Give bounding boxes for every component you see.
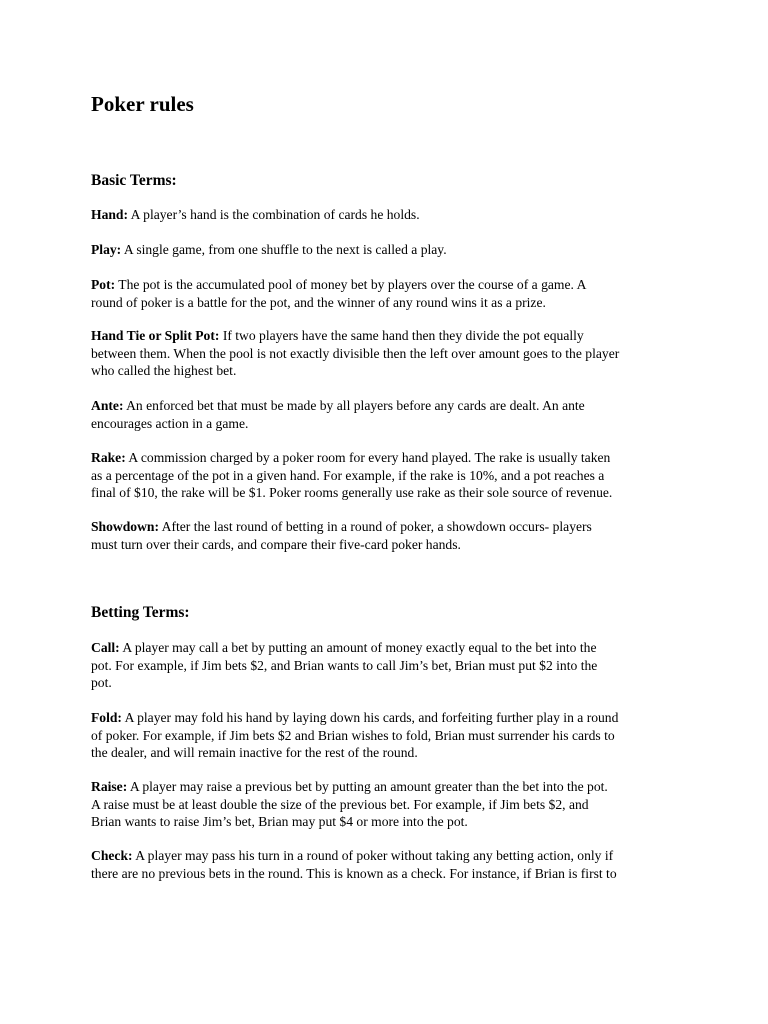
term-name: Call:: [91, 640, 120, 655]
term-line: of poker. For example, if Jim bets $2 and Brian wishes to fold, Brian must surrender his cards to: [91, 727, 615, 743]
term-name: Fold:: [91, 710, 122, 725]
term-text: A commission charged by a poker room for every hand played. The rake is usually taken: [125, 450, 611, 465]
term-line: [91, 327, 691, 345]
term-text: A player may call a bet by putting an amount of money exactly equal to the bet into the: [119, 640, 597, 655]
term-name: Hand:: [91, 207, 129, 222]
term-line: [91, 639, 691, 657]
term-line: pot. For example, if Jim bets $2, and Brian wants to call Jim’s bet, Brian must put $2 into the: [91, 657, 598, 673]
term-line: [91, 241, 691, 259]
term-line: final of $10, the rake will be $1. Poker rooms generally use rake as their sole source of revenue.: [91, 485, 613, 501]
term-line: round of poker is a battle for the pot, and the winner of any round wins it as a prize.: [91, 294, 546, 310]
term-text: A player’s hand is the combination of cards he holds.: [128, 207, 420, 222]
term-name: Rake:: [91, 450, 126, 465]
term-name: Check:: [91, 848, 133, 863]
term-line: between them. When the pool is not exactly divisible then the left over amount goes to the player: [91, 345, 620, 361]
term-hand: [91, 206, 691, 224]
term-text: If two players have the same hand then they divide the pot equally: [219, 328, 584, 343]
term-text: An enforced bet that must be made by all players before any cards are dealt. An ante: [123, 398, 585, 413]
term-rake: [91, 449, 691, 502]
term-line: A raise must be at least double the size of the previous bet. For example, if Jim bets $2, and: [91, 796, 589, 812]
term-text: After the last round of betting in a round of poker, a showdown occurs- players: [159, 519, 592, 534]
term-name: Play:: [91, 242, 122, 257]
term-text: A player may pass his turn in a round of poker without taking any betting action, only if: [132, 848, 614, 863]
term-name: Raise:: [91, 779, 128, 794]
term-raise: [91, 778, 691, 831]
term-text: A single game, from one shuffle to the next is called a play.: [121, 242, 447, 257]
term-text: A player may raise a previous bet by putting an amount greater than the bet into the pot.: [127, 779, 608, 794]
term-line: who called the highest bet.: [91, 363, 237, 379]
term-line: [91, 709, 691, 727]
term-fold: [91, 709, 691, 762]
term-line: pot.: [91, 675, 112, 691]
term-line: the dealer, and will remain inactive for the rest of the round.: [91, 745, 418, 761]
section-heading-betting-terms: Betting Terms:: [91, 604, 190, 621]
term-name: Hand Tie or Split Pot:: [91, 328, 220, 343]
term-name: Showdown:: [91, 519, 159, 534]
term-line: [91, 449, 691, 467]
term-check: [91, 847, 691, 882]
term-ante: [91, 397, 691, 432]
term-line: [91, 847, 691, 865]
term-line: [91, 397, 691, 415]
term-line: [91, 276, 691, 294]
document-title: Poker rules: [91, 92, 194, 116]
term-line: must turn over their cards, and compare their five-card poker hands.: [91, 536, 461, 552]
term-name: Ante:: [91, 398, 124, 413]
term-line: [91, 206, 691, 224]
term-line: as a percentage of the pot in a given hand. For example, if the rake is 10%, and a pot reaches a: [91, 467, 605, 483]
term-line: [91, 778, 691, 796]
term-showdown: [91, 518, 691, 553]
term-pot: [91, 276, 691, 311]
term-play: [91, 241, 691, 259]
term-hand-tie-split-pot: [91, 327, 691, 380]
section-heading-basic-terms: Basic Terms:: [91, 172, 177, 189]
term-line: [91, 518, 691, 536]
term-line: encourages action in a game.: [91, 415, 249, 431]
term-line: Brian wants to raise Jim’s bet, Brian may put $4 or more into the pot.: [91, 814, 468, 830]
term-text: A player may fold his hand by laying down his cards, and forfeiting further play in a round: [121, 710, 619, 725]
term-name: Pot:: [91, 277, 116, 292]
term-call: [91, 639, 691, 692]
term-text: The pot is the accumulated pool of money bet by players over the course of a game. A: [115, 277, 587, 292]
term-line: there are no previous bets in the round. This is known as a check. For instance, if Brian is first to: [91, 865, 617, 881]
